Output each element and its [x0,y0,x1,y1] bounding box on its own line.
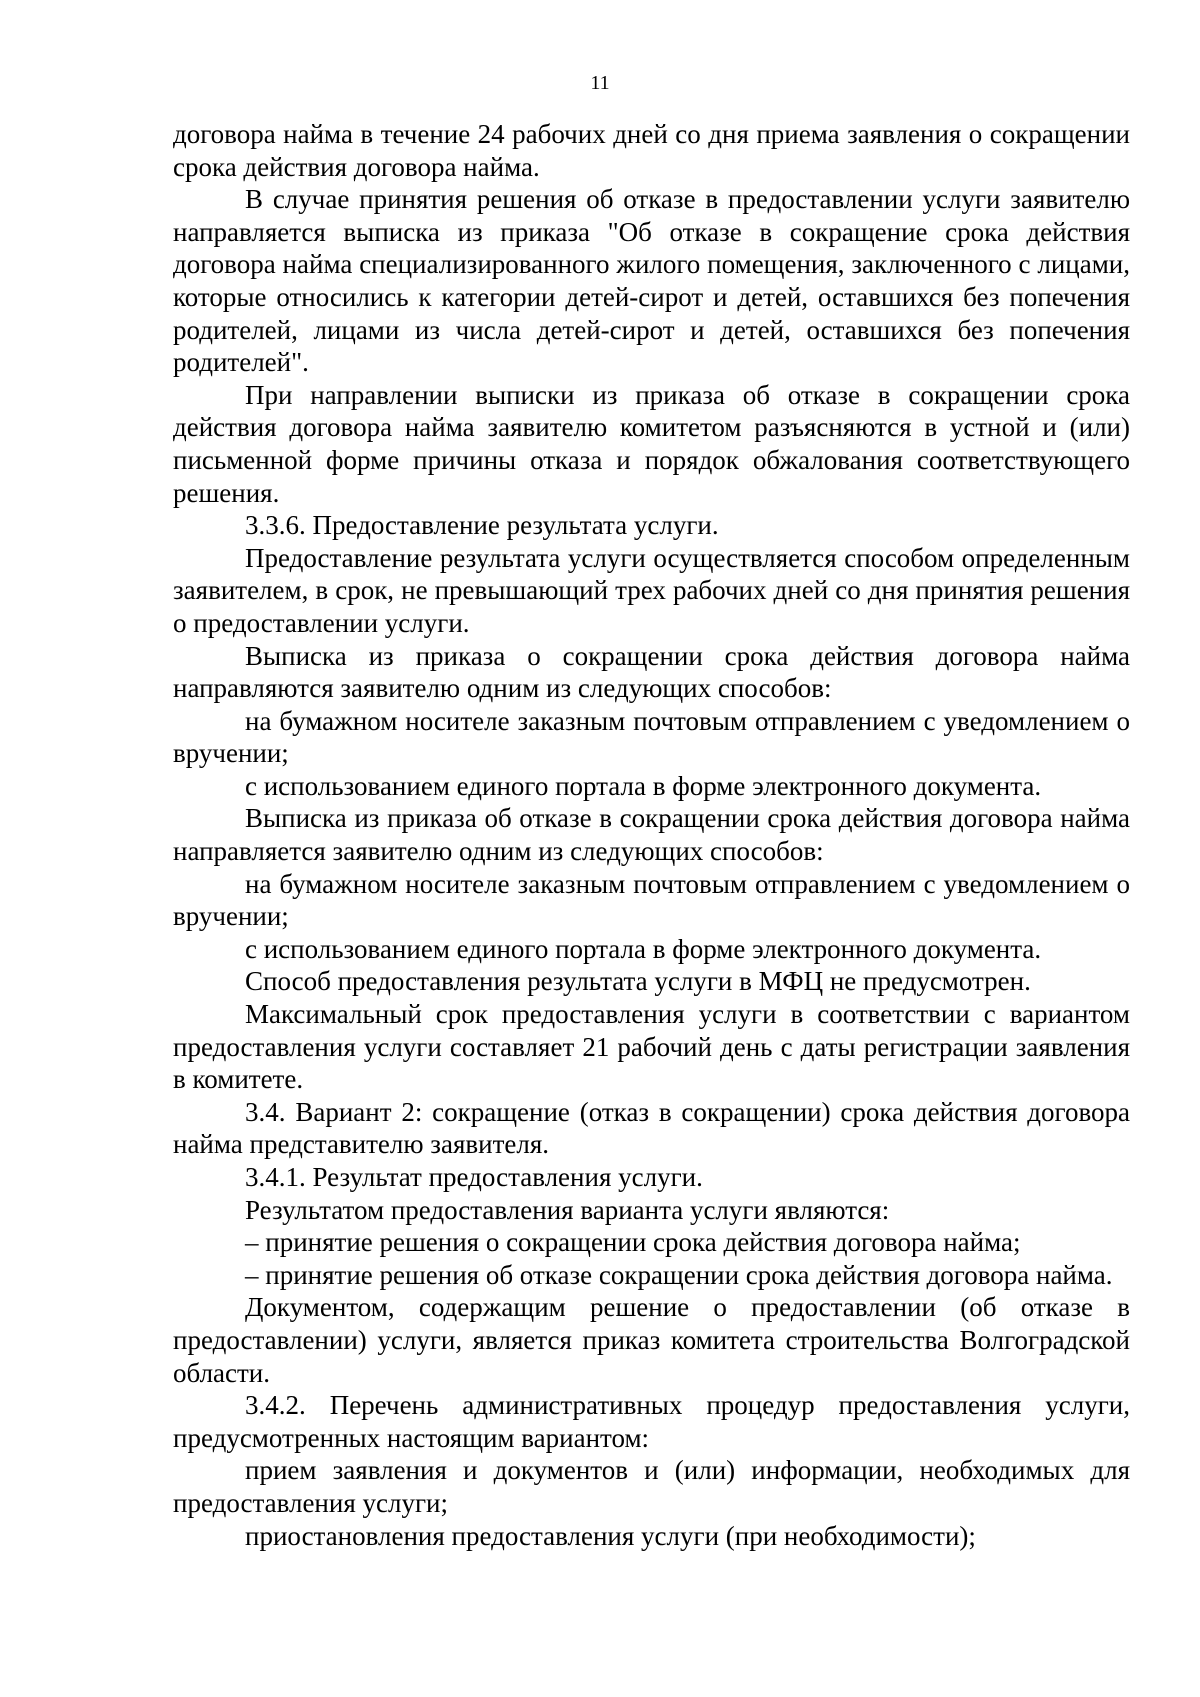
paragraph: Максимальный срок предоставления услуги в соответствии с вариантом предоставления услуги составляет 21 рабочий день с даты регистрации заявления в комитете. [173,999,1130,1095]
paragraph: Документом, содержащим решение о предоставлении (об отказе в предоставлении) услуги, является приказ комитета строительства Волгоградской области. [173,1292,1130,1388]
paragraph: При направлении выписки из приказа об отказе в сокращении срока действия договора найма заявителю комитетом разъясняются в устной и (или) письменной форме причины отказа и порядок обжалования соответствующего решения. [173,379,1130,508]
paragraph: Выписка из приказа о сокращении срока действия договора найма направляются заявителю одним из следующих способов: [173,640,1130,704]
section-heading: 3.4. Вариант 2: сокращение (отказ в сокращении) срока действия договора найма представителю заявителя. [173,1096,1130,1160]
section-heading: 3.4.1. Результат предоставления услуги. [245,1162,703,1192]
list-item: с использованием единого портала в форме электронного документа. [245,933,1042,964]
section-heading: 3.4.2. Перечень административных процедур предоставления услуги, предусмотренных настоящим вариантом: [173,1390,1130,1453]
document-body [173,118,1130,1552]
page-number: 11 [590,72,610,94]
section-heading: 3.3.6. Предоставление результата услуги. [245,510,719,541]
list-item: с использованием единого портала в форме электронного документа. [245,770,1042,801]
list-item: прием заявления и документов и (или) информации, необходимых для предоставления услуги; [173,1455,1130,1518]
paragraph: Способ предоставления результата услуги в МФЦ не предусмотрен. [245,966,1031,997]
paragraph: Предоставление результата услуги осуществляется способом определенным заявителем, в срок, не превышающий трех рабочих дней со дня принятия решения о предоставлении услуги. [173,542,1130,638]
paragraph: Результатом предоставления варианта услуги являются: [245,1194,890,1225]
paragraph: договора найма в течение 24 рабочих дней со дня приема заявления о сокращении срока действия договора найма. [173,119,1130,182]
list-item: на бумажном носителе заказным почтовым отправлением с уведомлением о вручении; [173,705,1130,769]
paragraph: Выписка из приказа об отказе в сокращении срока действия договора найма направляется заявителю одним из следующих способов: [173,803,1130,867]
list-item: – принятие решения о сокращении срока действия договора найма; [245,1227,1021,1258]
list-item: – принятие решения об отказе сокращении срока действия договора найма. [245,1259,1113,1290]
list-item: на бумажном носителе заказным почтовым отправлением с уведомлением о вручении; [173,868,1130,932]
list-item: приостановления предоставления услуги (при необходимости); [245,1520,976,1551]
paragraph: В случае принятия решения об отказе в предоставлении услуги заявителю направляется выписка из приказа "Об отказе в сокращение срока действия договора найма специализированного жилого помещения, заключенного с лицами, которые относились к категории детей-сирот и детей, оставшихся без попечения родителей, лицами из числа детей-сирот и детей, оставшихся без попечения родителей". [173,184,1130,378]
